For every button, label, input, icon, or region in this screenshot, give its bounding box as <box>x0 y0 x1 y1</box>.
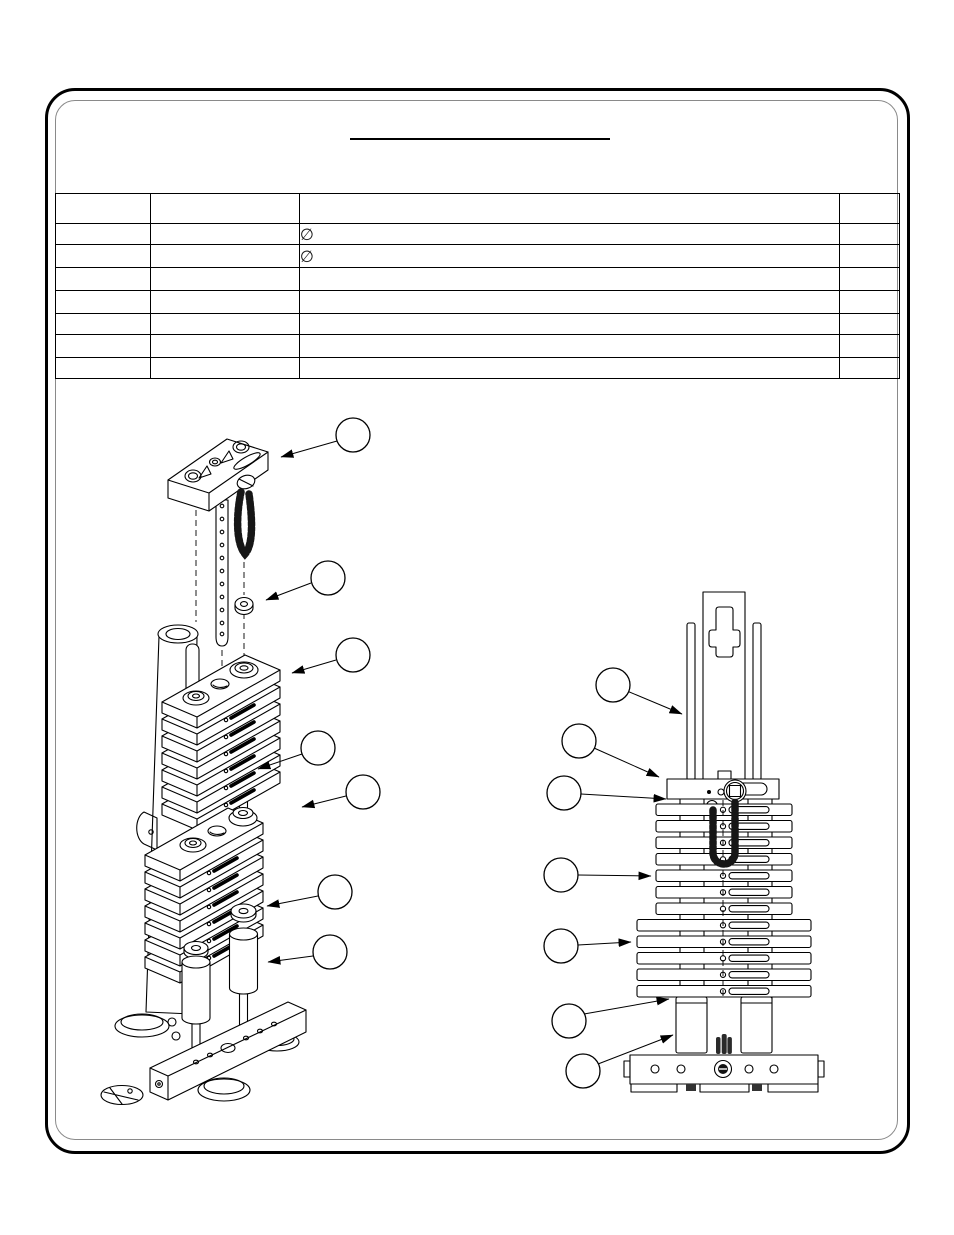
washer <box>235 598 253 615</box>
spring-pin <box>716 1034 732 1054</box>
right-assembled-view-drawing <box>544 592 824 1092</box>
rod-washer <box>231 904 256 922</box>
callout-balloon <box>552 999 669 1038</box>
callout-balloon <box>268 935 347 969</box>
callout-balloon <box>596 668 682 714</box>
callout-balloon <box>544 929 631 963</box>
table-cell-diameter: ∅ <box>300 224 840 245</box>
left-exploded-view-drawing <box>101 418 380 1105</box>
callout-balloon <box>562 724 659 777</box>
base-frame <box>624 1055 824 1092</box>
callout-balloon <box>547 776 666 810</box>
selector-rod <box>216 500 228 646</box>
callout-balloon <box>281 418 370 457</box>
weight-stack-wide-plates <box>637 920 811 998</box>
chain <box>235 473 256 554</box>
bumpers <box>676 997 772 1054</box>
callout-balloon <box>292 638 370 673</box>
bumper <box>230 928 258 994</box>
callout-balloon <box>266 561 345 600</box>
table-cell-diameter: ∅ <box>300 245 840 268</box>
callout-balloon <box>267 875 352 909</box>
foot-pad <box>700 1084 749 1092</box>
foot-pad <box>768 1084 818 1092</box>
callout-balloon <box>302 775 380 809</box>
weight-stack-narrow-plates <box>656 804 792 915</box>
foot-pad <box>101 1086 143 1105</box>
callout-balloon <box>544 858 651 892</box>
bumper <box>182 956 210 1024</box>
foot-pad <box>631 1084 677 1092</box>
center-bracket-bar <box>703 592 745 782</box>
